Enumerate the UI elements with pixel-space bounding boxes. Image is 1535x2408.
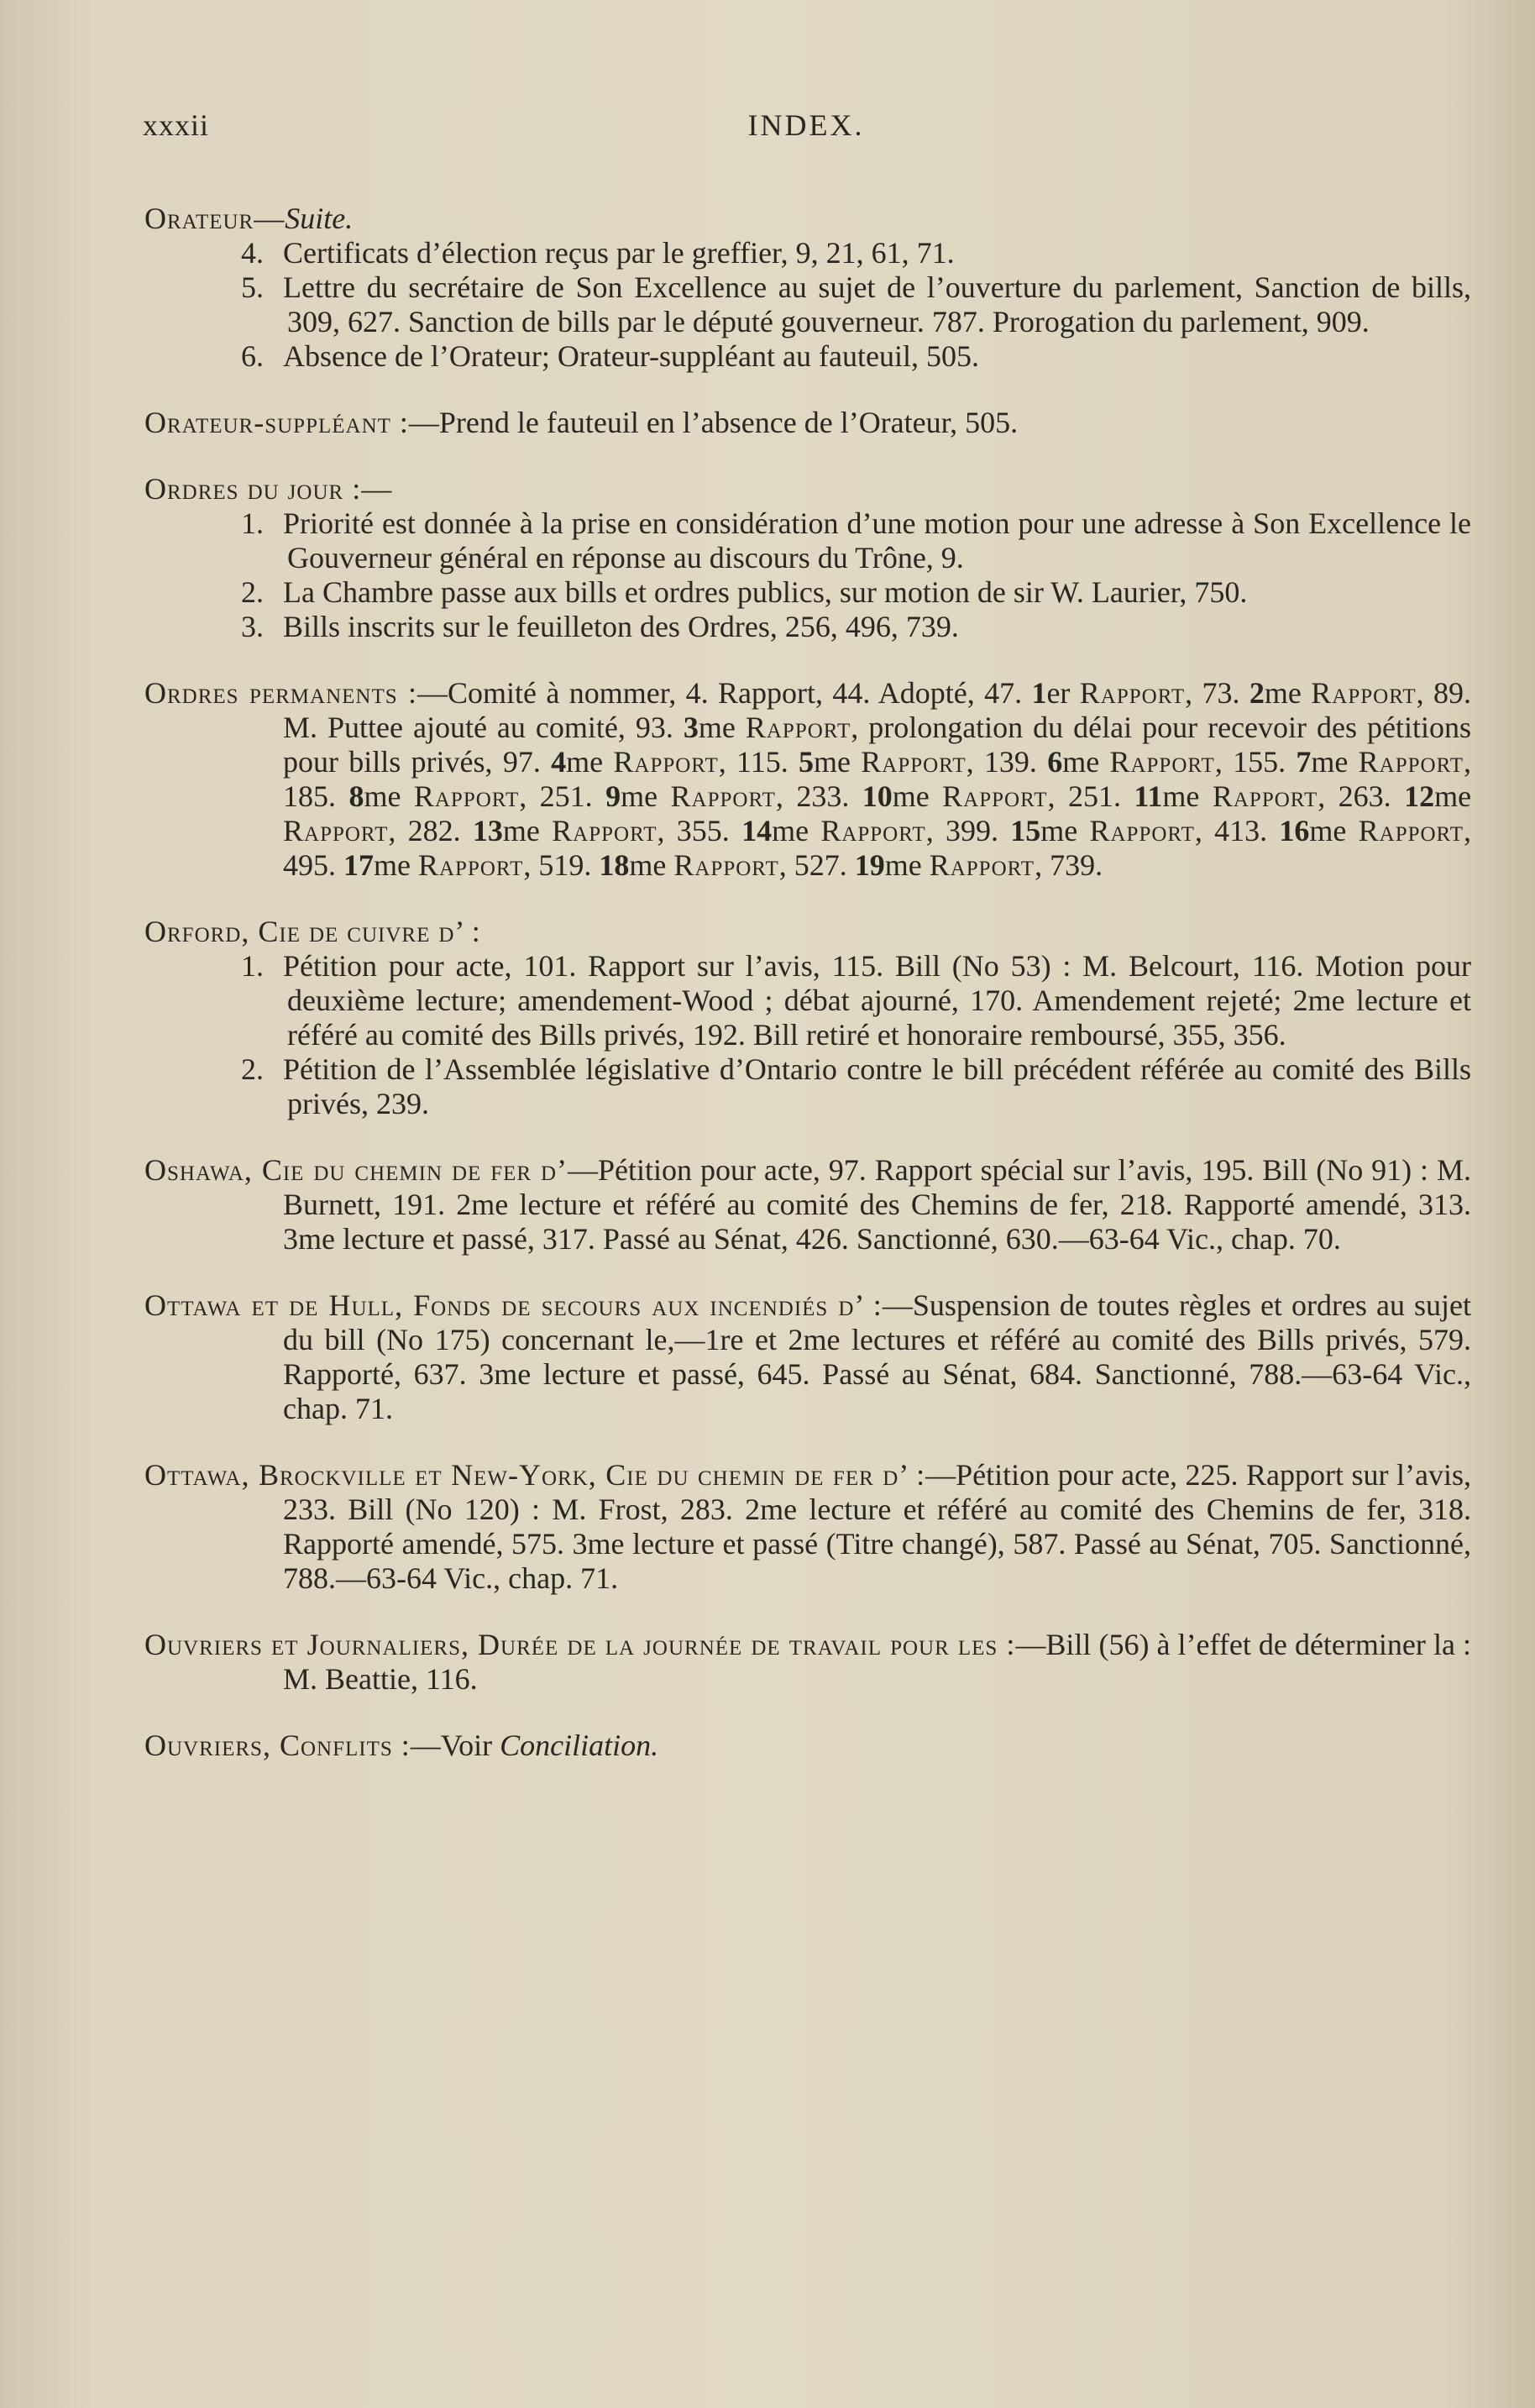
entry-heading: Oshawa, Cie du chemin de fer d’ [144,1153,568,1187]
report-label: Rapport [613,745,719,779]
index-entry-oshawa [144,1153,1471,1256]
entry-subitem [144,1052,1471,1121]
report-label: Rapport [413,779,520,813]
entry-subitem [144,270,1471,339]
page-number: xxxii [143,108,210,142]
entry-text: —Bill (56) à l’effet de déterminer la : M. Beattie, 116. [283,1628,1471,1696]
entry-text: —Voir [410,1729,500,1762]
report-ordinal: 10 [862,779,893,813]
entry-paragraph [144,676,1471,883]
report-label: Rapport [283,814,389,847]
report-ordinal: 3 [683,711,699,744]
entry-text: me [892,779,943,813]
report-label: Rapport [1358,745,1464,779]
report-label: Rapport [929,848,1035,882]
subitem-text: Certificats d’élection reçus par le greffier, 9, 21, 61, 71. [283,236,955,270]
report-label: Rapport [1109,745,1215,779]
page-title: INDEX. [747,108,865,142]
entry-text: me [1162,779,1213,813]
entry-paragraph [144,1628,1471,1697]
entry-paragraph [144,1729,1471,1763]
entry-text: , 495. [283,814,1471,882]
entry-heading-line [144,472,1471,506]
report-label: Rapport [673,848,779,882]
entry-text: , 155. [1214,745,1297,779]
report-ordinal: 8 [348,779,364,813]
entry-subitem [144,610,1471,644]
entry-heading: Orateur-suppléant : [144,406,409,439]
entry-heading: Orateur— [144,202,286,235]
subitem-text: Priorité est donnée à la prise en considération d’une motion pour une adresse à Son Excellence le Gouverneur général en réponse au discours du Trône, 9. [283,506,1471,574]
report-ordinal: 16 [1279,814,1310,847]
running-head [143,108,1470,150]
entry-text: me [1434,779,1472,813]
index-entry-orateur [144,202,1471,374]
report-ordinal: 19 [854,848,885,882]
report-label: Rapport [861,745,967,779]
subitem-number: 5. [241,270,264,304]
entry-text: , 233. [775,779,862,813]
report-label: Rapport [1311,676,1417,710]
report-label: Rapport [1079,676,1186,710]
entry-text: me [502,814,553,847]
report-label: Rapport [942,779,1048,813]
report-ordinal: 14 [741,814,773,847]
entry-text: me [884,848,930,882]
entry-text: —Suspension de toutes règles et ordres au sujet du bill (No 175) concernant le,—1re et 2me lectures et référé au comité des Bills privés, 579. Rapporté, 637. 3me lecture et passé, 645. Passé au Sénat, 684. Sanctionné, 788.—63-64 Vic., chap. 71. [283,1288,1471,1425]
report-ordinal: 7 [1296,745,1312,779]
entry-subitem [144,506,1471,575]
entry-text: , 413. [1194,814,1280,847]
entry-text: —Pétition pour acte, 225. Rapport sur l’avis, 233. Bill (No 120) : M. Frost, 283. 2me lecture et référé au comité des Chemins de fer, 318. Rapporté amendé, 575. 3me lecture et passé (Titre changé), 587. Passé au Sénat, 705. Sanctionné, 788.—63-64 Vic., chap. 71. [283,1458,1471,1595]
report-ordinal: 5 [798,745,814,779]
subitem-text: Lettre du secrétaire de Son Excellence au sujet de l’ouverture du parlement, Sanction de bills, 309, 627. Sanction de bills par le député gouverneur. 787. Prorogation du parlement, 909. [283,270,1471,338]
entry-text: me [698,711,746,744]
report-ordinal: 17 [343,848,374,882]
report-ordinal: 12 [1404,779,1435,813]
entry-text: , 185. [283,745,1472,813]
entry-paragraph [144,406,1471,440]
entry-heading-suite: Suite. [285,202,354,235]
entry-heading: Ordres permanents : [144,676,418,710]
index-entry-ouvriers-conflits [144,1729,1471,1763]
entry-paragraph [144,1458,1471,1596]
subitem-number: 2. [241,1052,264,1086]
report-label: Rapport [1089,814,1195,847]
entry-text: me [629,848,674,882]
index-entry-ottawa-brockville [144,1458,1471,1596]
entry-subitem [144,949,1471,1052]
entry-text: , 282. [388,814,473,847]
report-label: Rapport [745,711,851,744]
entry-text: , 89. M. Puttee ajouté au comité, 93. [283,676,1472,744]
report-ordinal: 2 [1249,676,1265,710]
entry-text: me [364,779,414,813]
entry-subitem [144,236,1471,270]
report-ordinal: 6 [1047,745,1063,779]
report-ordinal: 13 [472,814,503,847]
report-ordinal: 4 [551,745,567,779]
entry-text: me [772,814,821,847]
subitem-text: La Chambre passe aux bills et ordres publics, sur motion de sir W. Laurier, 750. [283,575,1248,609]
report-label: Rapport [417,848,524,882]
report-label: Rapport [670,779,776,813]
entry-text: , 139. [966,745,1048,779]
report-ordinal: 15 [1010,814,1041,847]
entry-text: , 399. [925,814,1011,847]
entry-heading: Ouvriers et Journaliers, Durée de la journée de travail pour les : [144,1628,1016,1661]
subitem-number: 1. [241,949,264,983]
entry-text: me [1264,676,1312,710]
report-ordinal: 1 [1031,676,1047,710]
entry-text: , 251. [1047,779,1134,813]
entry-text: me [1062,745,1110,779]
entry-heading: Ouvriers, Conflits : [144,1729,411,1762]
index-entry-orford [144,915,1471,1121]
subitem-text: Pétition pour acte, 101. Rapport sur l’avis, 115. Bill (No 53) : M. Belcourt, 116. Motion pour deuxième lecture; amendement-Wood ; débat ajourné, 170. Amendement rejeté; 2me lecture et référé au comité des Bills privés, 192. Bill retiré et honoraire remboursé, 355, 356. [283,949,1471,1052]
entry-text: me [1040,814,1090,847]
entry-text: , 115. [718,745,799,779]
index-content [144,202,1471,1795]
entry-text: , 73. [1185,676,1249,710]
report-ordinal: 18 [599,848,630,882]
entry-heading-line [144,915,1471,949]
entry-text: , 739. [1035,848,1103,882]
subitem-number: 6. [241,339,264,373]
report-label: Rapport [1212,779,1318,813]
entry-heading: Orford, Cie de cuivre d’ : [144,915,481,948]
index-entry-ottawa-hull [144,1288,1471,1426]
entry-text: —Pétition pour acte, 97. Rapport spécial sur l’avis, 195. Bill (No 91) : M. Burnett, 191. 2me lecture et référé au comité des Chemins de fer, 218. Rapporté amendé, 313. 3me lecture et passé, 317. Passé au Sénat, 426. Sanctionné, 630.—63-64 Vic., chap. 70. [283,1153,1471,1256]
report-label: Rapport [820,814,926,847]
index-entry-orateur-suppleant [144,406,1471,440]
entry-text: me [813,745,862,779]
subitem-number: 3. [241,610,264,643]
entry-text: , 263. [1318,779,1405,813]
cross-reference: Conciliation. [500,1729,659,1762]
index-entry-ordres-du-jour [144,472,1471,644]
entry-text: , 251. [519,779,606,813]
entry-heading: Ordres du jour :— [144,472,393,506]
subitem-text: Bills inscrits sur le feuilleton des Ordres, 256, 496, 739. [283,610,959,643]
entry-text: —Prend le fauteuil en l’absence de l’Orateur, 505. [408,406,1019,439]
entry-text: me [374,848,418,882]
entry-text: me [1309,814,1359,847]
entry-text: , 355. [657,814,742,847]
entry-heading-line [144,202,1471,236]
entry-text: me [566,745,614,779]
report-ordinal: 11 [1134,779,1163,813]
entry-text: , prolongation du délai pour recevoir des pétitions pour bills privés, 97. [283,711,1471,779]
report-label: Rapport [552,814,657,847]
entry-text: —Comité à nommer, 4. Rapport, 44. Adopté, 47. [417,676,1032,710]
entry-text: er [1046,676,1080,710]
report-label: Rapport [1358,814,1464,847]
index-entry-ouvriers-journaliers [144,1628,1471,1697]
subitem-text: Absence de l’Orateur; Orateur-suppléant au fauteuil, 505. [283,339,979,373]
entry-heading: Ottawa et de Hull, Fonds de secours aux incendiés d’ : [144,1288,883,1322]
report-ordinal: 9 [605,779,621,813]
entry-text: , 527. [778,848,855,882]
subitem-number: 4. [241,236,264,270]
entry-text: me [621,779,671,813]
subitem-text: Pétition de l’Assemblée législative d’Ontario contre le bill précédent référée au comité des Bills privés, 239. [283,1052,1471,1120]
entry-subitem [144,575,1471,610]
entry-text: me [1311,745,1359,779]
subitem-number: 2. [241,575,264,609]
entry-heading: Ottawa, Brockville et New-York, Cie du chemin de fer d’ : [144,1458,926,1492]
entry-paragraph [144,1288,1471,1426]
subitem-number: 1. [241,506,264,540]
index-entry-ordres-permanents [144,676,1471,883]
entry-subitem [144,339,1471,374]
entry-text: , 519. [523,848,600,882]
entry-paragraph [144,1153,1471,1256]
